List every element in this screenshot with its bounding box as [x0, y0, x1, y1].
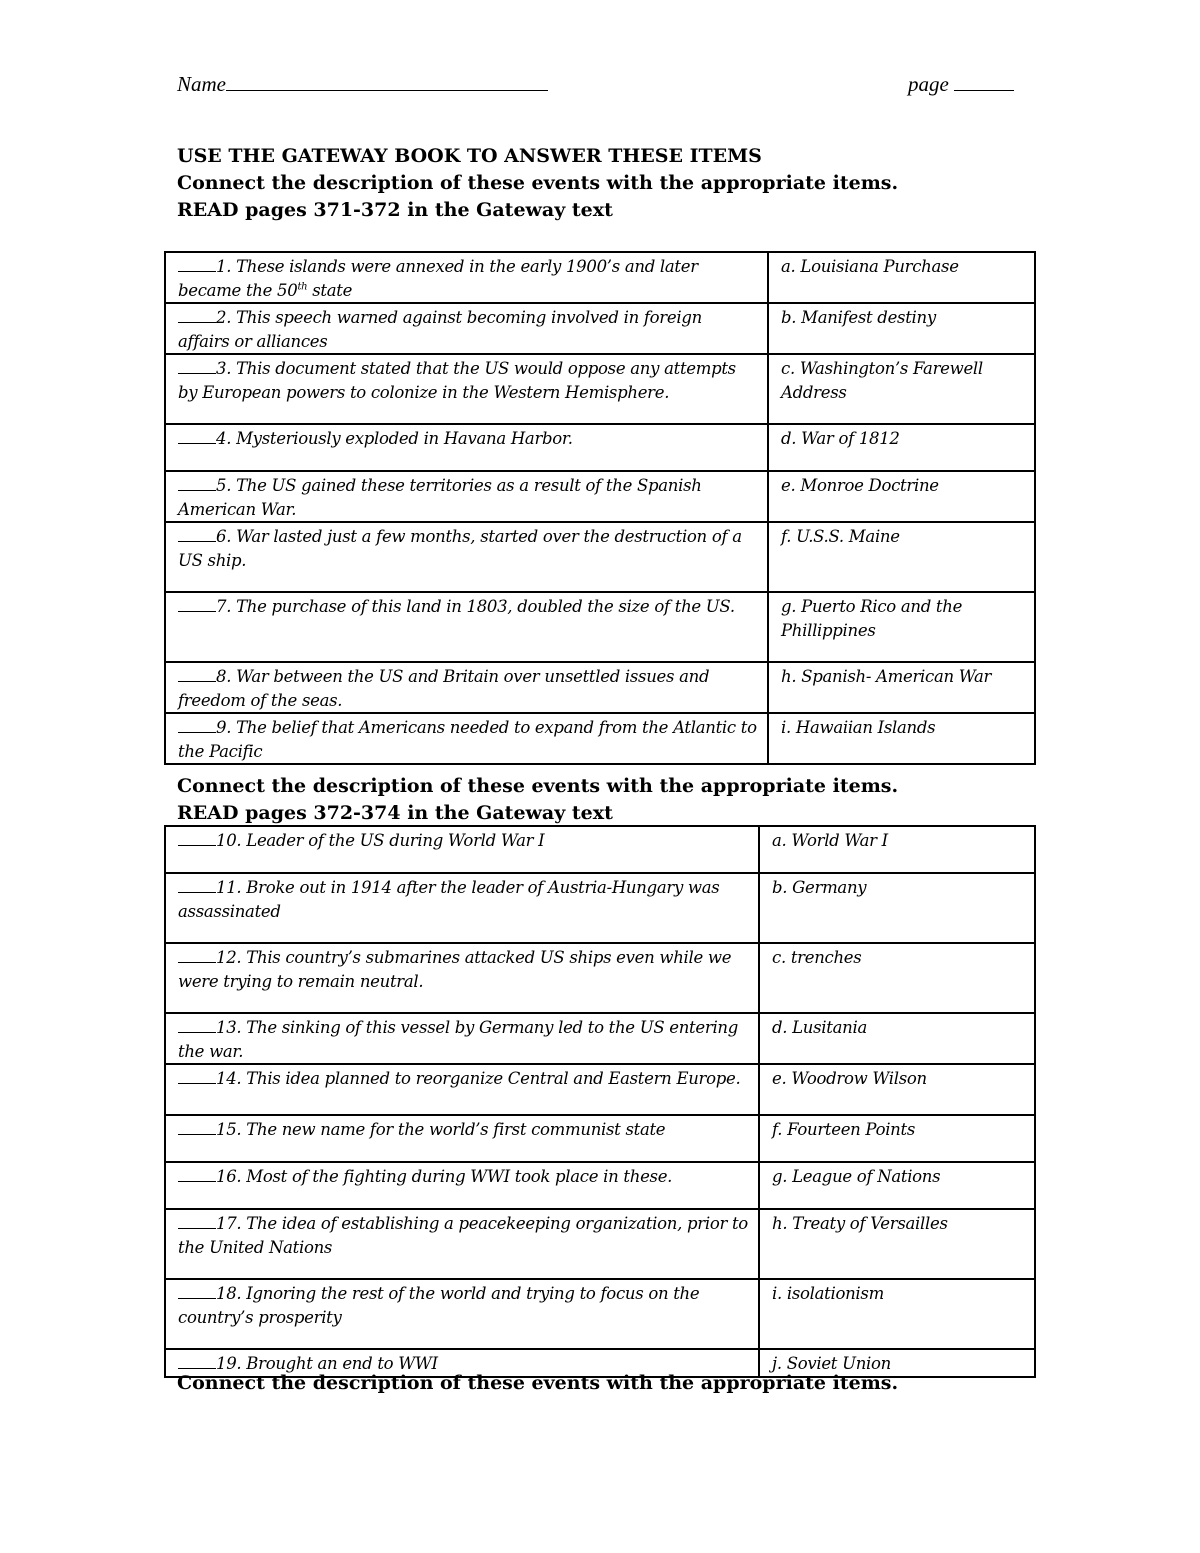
answer-option-cell: a. Louisiana Purchase	[768, 252, 1035, 303]
section-2-heading-line-2: READ pages 372-374 in the Gateway text	[177, 802, 613, 824]
section-2-heading-line-1: Connect the description of these events with the appropriate items.	[177, 775, 899, 797]
matching-table-1	[164, 251, 1036, 765]
answer-blank[interactable]	[178, 1016, 216, 1033]
answer-blank[interactable]	[178, 595, 216, 612]
answer-option-cell: i. isolationism	[759, 1279, 1035, 1349]
question-cell: 4. Mysteriously exploded in Havana Harbor.	[165, 424, 768, 471]
answer-option-cell: d. Lusitania	[759, 1013, 1035, 1064]
question-cell: 13. The sinking of this vessel by Germany led to the US entering the war.	[165, 1013, 759, 1064]
answer-option-cell: c. trenches	[759, 943, 1035, 1013]
question-cell: 12. This country’s submarines attacked US ships even while we were trying to remain neutral.	[165, 943, 759, 1013]
question-cell: 9. The belief that Americans needed to expand from the Atlantic to the Pacific	[165, 713, 768, 764]
question-cell: 8. War between the US and Britain over unsettled issues and freedom of the seas.	[165, 662, 768, 713]
answer-blank[interactable]	[178, 829, 216, 846]
question-cell: 15. The new name for the world’s first communist state	[165, 1115, 759, 1162]
answer-option-cell: e. Woodrow Wilson	[759, 1064, 1035, 1115]
table-row	[165, 522, 1035, 592]
question-cell: 10. Leader of the US during World War I	[165, 826, 759, 873]
answer-blank[interactable]	[178, 306, 216, 323]
answer-option-cell: a. World War I	[759, 826, 1035, 873]
table-row	[165, 943, 1035, 1013]
question-cell: 1. These islands were annexed in the early 1900’s and later became the 50th state	[165, 252, 768, 303]
answer-blank[interactable]	[178, 1165, 216, 1182]
page-label: page	[908, 72, 949, 96]
answer-blank[interactable]	[178, 525, 216, 542]
table-row	[165, 354, 1035, 424]
answer-blank[interactable]	[178, 357, 216, 374]
answer-blank[interactable]	[178, 1212, 216, 1229]
section-2-heading	[177, 773, 898, 827]
instructions-heading	[177, 143, 898, 224]
table-row	[165, 1279, 1035, 1349]
answer-option-cell: g. Puerto Rico and the Phillippines	[768, 592, 1035, 662]
question-cell: 17. The idea of establishing a peacekeeping organization, prior to the United Nations	[165, 1209, 759, 1279]
section-3-heading-line-1: Connect the description of these events with the appropriate items.	[177, 1372, 899, 1394]
answer-option-cell: b. Germany	[759, 873, 1035, 943]
answer-option-cell: c. Washington’s Farewell Address	[768, 354, 1035, 424]
question-cell: 18. Ignoring the rest of the world and trying to focus on the country’s prosperity	[165, 1279, 759, 1349]
answer-option-cell: b. Manifest destiny	[768, 303, 1035, 354]
question-cell: 3. This document stated that the US would oppose any attempts by European powers to colonize in the Western Hemisphere.	[165, 354, 768, 424]
page-blank-line[interactable]	[954, 72, 1014, 91]
question-cell: 6. War lasted just a few months, started over the destruction of a US ship.	[165, 522, 768, 592]
question-cell: 2. This speech warned against becoming involved in foreign affairs or alliances	[165, 303, 768, 354]
answer-blank[interactable]	[178, 665, 216, 682]
answer-blank[interactable]	[178, 1067, 216, 1084]
table-row	[165, 252, 1035, 303]
question-cell: 19. Brought an end to WWI	[165, 1349, 759, 1377]
answer-option-cell: h. Treaty of Versailles	[759, 1209, 1035, 1279]
table-row	[165, 1162, 1035, 1209]
answer-blank[interactable]	[178, 1118, 216, 1135]
table-row	[165, 424, 1035, 471]
answer-option-cell: j. Soviet Union	[759, 1349, 1035, 1377]
heading-line-2: Connect the description of these events with the appropriate items.	[177, 172, 899, 194]
answer-blank[interactable]	[178, 876, 216, 893]
table-row	[165, 713, 1035, 764]
table-row	[165, 1013, 1035, 1064]
answer-option-cell: h. Spanish- American War	[768, 662, 1035, 713]
answer-blank[interactable]	[178, 946, 216, 963]
answer-blank[interactable]	[178, 1282, 216, 1299]
answer-option-cell: f. Fourteen Points	[759, 1115, 1035, 1162]
answer-blank[interactable]	[178, 255, 216, 272]
page-field[interactable]	[908, 72, 1014, 97]
question-cell: 5. The US gained these territories as a result of the Spanish American War.	[165, 471, 768, 522]
question-cell: 14. This idea planned to reorganize Central and Eastern Europe.	[165, 1064, 759, 1115]
heading-line-1: USE THE GATEWAY BOOK TO ANSWER THESE ITEMS	[177, 145, 762, 167]
answer-option-cell: d. War of 1812	[768, 424, 1035, 471]
answer-option-cell: f. U.S.S. Maine	[768, 522, 1035, 592]
answer-option-cell: e. Monroe Doctrine	[768, 471, 1035, 522]
answer-blank[interactable]	[178, 716, 216, 733]
table-row	[165, 826, 1035, 873]
table-row	[165, 592, 1035, 662]
table-row	[165, 1209, 1035, 1279]
heading-line-3: READ pages 371-372 in the Gateway text	[177, 199, 613, 221]
section-3-heading	[177, 1370, 898, 1397]
table-row	[165, 662, 1035, 713]
question-cell: 7. The purchase of this land in 1803, doubled the size of the US.	[165, 592, 768, 662]
name-blank-line[interactable]	[226, 72, 548, 91]
question-cell: 11. Broke out in 1914 after the leader of Austria-Hungary was assassinated	[165, 873, 759, 943]
table-row	[165, 1064, 1035, 1115]
name-label: Name	[177, 72, 226, 96]
answer-option-cell: i. Hawaiian Islands	[768, 713, 1035, 764]
answer-blank[interactable]	[178, 427, 216, 444]
answer-blank[interactable]	[178, 474, 216, 491]
answer-blank[interactable]	[178, 1352, 216, 1369]
answer-option-cell: g. League of Nations	[759, 1162, 1035, 1209]
name-field[interactable]	[177, 72, 548, 97]
table-row	[165, 471, 1035, 522]
table-row	[165, 303, 1035, 354]
matching-table-2	[164, 825, 1036, 1378]
table-row	[165, 873, 1035, 943]
question-cell: 16. Most of the fighting during WWI took place in these.	[165, 1162, 759, 1209]
table-row	[165, 1115, 1035, 1162]
